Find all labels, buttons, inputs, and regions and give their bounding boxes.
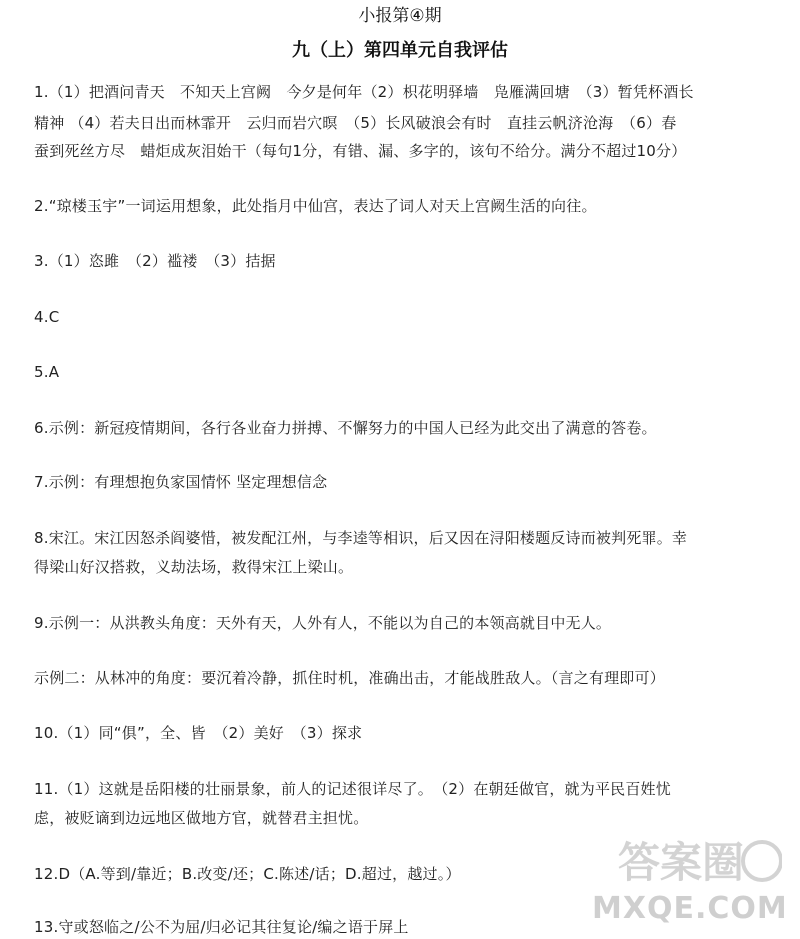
answer-4: 4.C xyxy=(34,308,60,326)
answer-1-line-1: 1.（1）把酒问青天 不知天上宫阙 今夕是何年（2）枳花明驿墙 凫雁满回塘 （3）暂凭杯酒长 xyxy=(34,83,694,101)
watermark-site: MXQE.COM xyxy=(592,891,788,926)
answer-11-line-1: 11.（1）这就是岳阳楼的壮丽景象，前人的记述很详尽了。 （2）在朝廷做官，就为平民百姓忧 xyxy=(34,780,671,798)
watermark-brand: 答案圈 xyxy=(618,838,745,887)
answer-1-line-3: 蚕到死丝方尽 蜡炬成灰泪始干（每句1分，有错、漏、多字的，该句不给分。满分不超过10分） xyxy=(34,142,687,160)
answer-6: 6.示例：新冠疫情期间，各行各业奋力拼搏、不懈努力的中国人已经为此交出了满意的答卷。 xyxy=(34,419,657,437)
answer-11-line-2: 虑，被贬谪到边远地区做地方官，就替君主担忧。 xyxy=(34,809,369,827)
page-subtitle: 九（上）第四单元自我评估 xyxy=(292,40,508,61)
answer-8-line-2: 得梁山好汉搭救，义劫法场，救得宋江上梁山。 xyxy=(34,558,354,576)
answer-5: 5.A xyxy=(34,363,60,381)
answer-9-example-1: 9.示例一：从洪教头角度：天外有天，人外有人，不能以为自己的本领高就目中无人。 xyxy=(34,614,612,632)
page-title: 小报第④期 xyxy=(358,6,442,26)
answer-1-line-2: 精神 （4）若夫日出而林霏开 云归而岩穴暝 （5）长风破浪会有时 直挂云帆济沧海 （6）春 xyxy=(34,114,677,132)
answer-9-example-2: 示例二：从林冲的角度：要沉着冷静，抓住时机，准确出击，才能战胜敌人。（言之有理即可） xyxy=(34,669,665,687)
answer-12: 12.D（A.等到/靠近；B.改变/还；C.陈述/话；D.超过，越过。） xyxy=(34,865,461,883)
answer-10: 10.（1）同“俱”，全、皆 （2）美好 （3）探求 xyxy=(34,724,363,742)
answer-2: 2.“琼楼玉宇”一词运用想象，此处指月中仙宫，表达了词人对天上宫阙生活的向往。 xyxy=(34,197,597,215)
answer-8-line-1: 8.宋江。宋江因怒杀阎婆惜，被发配江州，与李逵等相识，后又因在浔阳楼题反诗而被判死罪。幸 xyxy=(34,529,688,547)
answer-3: 3.（1）恣雎 （2）褴褛 （3）拮据 xyxy=(34,252,276,270)
answer-13: 13.守或怒临之/公不为屈/归必记其往复论/编之语于屏上 xyxy=(34,918,409,936)
answer-7: 7.示例：有理想抱负家国情怀 坚定理想信念 xyxy=(34,473,328,491)
